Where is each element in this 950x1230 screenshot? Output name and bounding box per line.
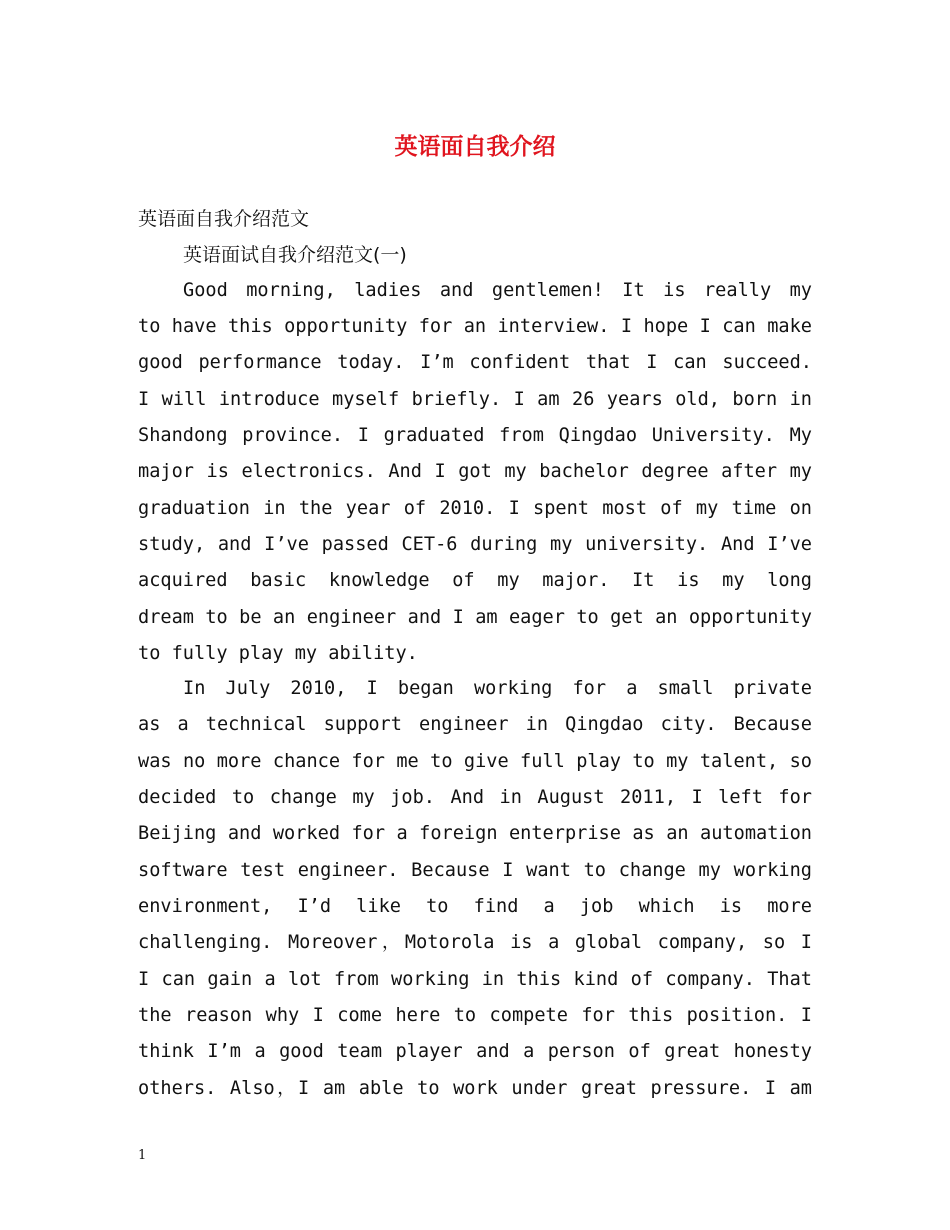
text-line: environment, I’d like to find a job which is more xyxy=(138,896,812,917)
text-line: Shandong province. I graduated from Qingdao University. My xyxy=(138,425,812,446)
section-subheading: 英语面试自我介绍范文(一) xyxy=(183,244,407,266)
text-line: decided to change my job. And in August 2011, I left for xyxy=(138,787,812,808)
text-line: Good morning, ladies and gentlemen! It is really my xyxy=(183,280,812,301)
text-line: as a technical support engineer in Qingdao city. Because xyxy=(138,714,812,735)
text-line: Beijing and worked for a foreign enterprise as an automation xyxy=(138,823,812,844)
text-line: In July 2010, I began working for a small private xyxy=(183,678,812,699)
text-line: study, and I’ve passed CET-6 during my university. And I’ve xyxy=(138,534,812,555)
text-line: think I’m a good team player and a person of great honesty xyxy=(138,1041,812,1062)
text-line: software test engineer. Because I want to change my working xyxy=(138,860,812,881)
text-line: was no more chance for me to give full play to my talent, so xyxy=(138,751,812,772)
text-line: the reason why I come here to compete for this position. I xyxy=(138,1005,812,1026)
text-line: major is electronics. And I got my bachelor degree after my xyxy=(138,461,812,482)
text-line: acquired basic knowledge of my major. It is my long xyxy=(138,570,812,591)
document-title: 英语面自我介绍 xyxy=(394,134,556,160)
text-line: good performance today. I’m confident that I can succeed. xyxy=(138,352,812,373)
text-line: others. Also，I am able to work under great pressure. I am xyxy=(138,1078,812,1099)
text-line: I can gain a lot from working in this kind of company. That xyxy=(138,969,812,990)
text-line: to have this opportunity for an interview. I hope I can make xyxy=(138,316,812,337)
text-line: I will introduce myself briefly. I am 26 years old, born in xyxy=(138,389,812,410)
section-heading: 英语面自我介绍范文 xyxy=(138,208,310,230)
text-line: challenging. Moreover，Motorola is a global company, so I xyxy=(138,932,812,953)
text-line: dream to be an engineer and I am eager to get an opportunity xyxy=(138,607,812,628)
page-number: 1 xyxy=(138,1148,147,1163)
text-line: graduation in the year of 2010. I spent most of my time on xyxy=(138,498,812,519)
text-line: to fully play my ability. xyxy=(138,643,418,664)
